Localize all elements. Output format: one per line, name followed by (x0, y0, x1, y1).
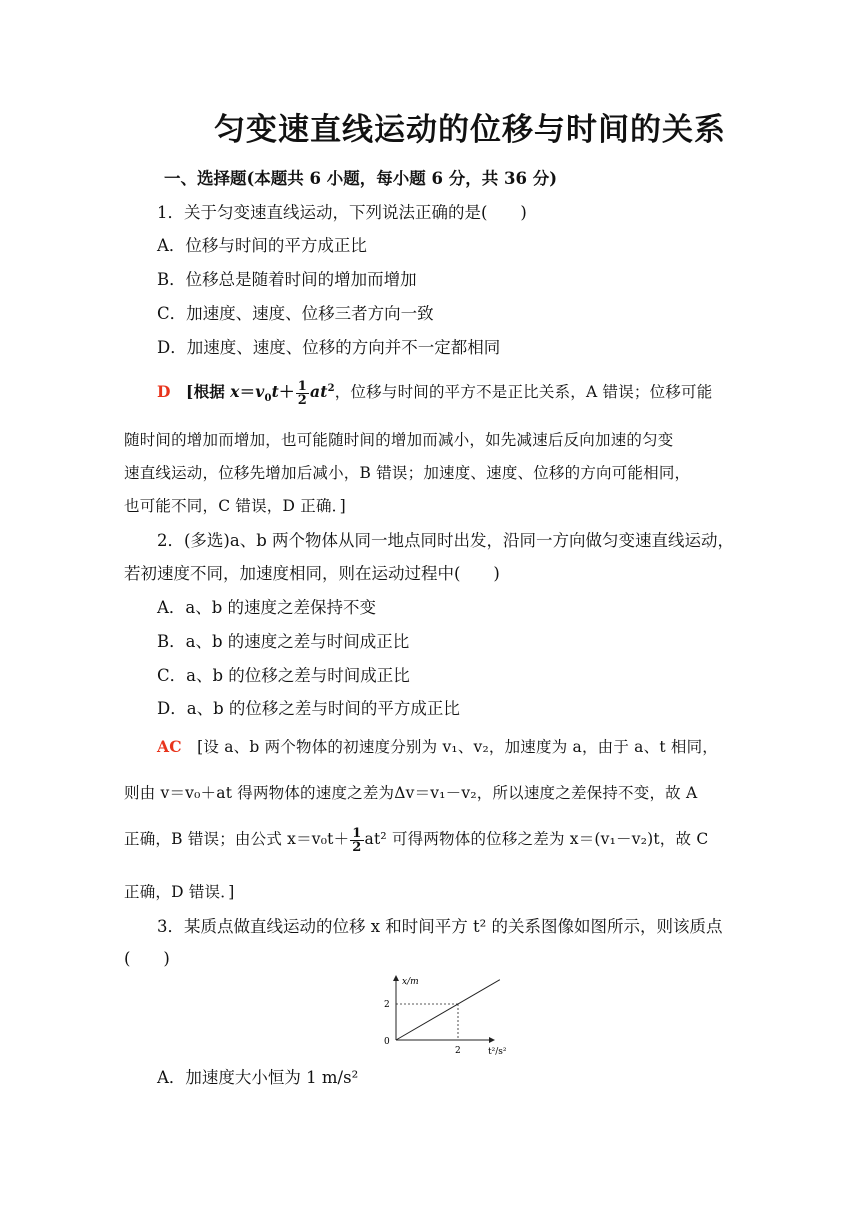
xt2-graph (372, 970, 522, 1060)
q1-option-c: C．加速度、速度、位移三者方向一致 (157, 304, 434, 323)
q1-answer: D (157, 382, 171, 402)
q1-stem: 1．关于匀变速直线运动，下列说法正确的是( ) (157, 203, 527, 222)
q2-option-c: C．a、b 的位移之差与时间成正比 (157, 666, 410, 685)
q1-exp-lead: [根据 (186, 382, 225, 402)
q2-option-b: B．a、b 的速度之差与时间成正比 (157, 632, 410, 651)
q2-explanation-line2: 则由 v＝v₀＋at 得两物体的速度之差为Δv＝v₁－v₂，所以速度之差保持不变，故 A (124, 784, 698, 802)
q1-option-b: B．位移总是随着时间的增加而增加 (157, 270, 417, 289)
q3-stem-line1: 3．某质点做直线运动的位移 x 和时间平方 t² 的关系图像如图所示，则该质点 (157, 917, 723, 936)
q2-exp-line1-text: [设 a、b 两个物体的初速度分别为 v₁、v₂，加速度为 a，由于 a、t 相同， (197, 738, 718, 756)
section-header: 一、选择题(本题共 6 小题，每小题 6 分，共 36 分) (164, 169, 558, 188)
tick-label-origin: 0 (384, 1037, 390, 1047)
q3-option-a: A．加速度大小恒为 1 m/s² (157, 1068, 359, 1087)
page-title: 匀变速直线运动的位移与时间的关系 (214, 112, 726, 148)
q1-explanation-line3: 速直线运动，位移先增加后减小，B 错误；加速度、速度、位移的方向可能相同， (124, 464, 691, 482)
q2-answer: AC (157, 737, 182, 756)
q2-fraction: $\frac{1}{2}$ (352, 825, 362, 855)
tick-label-y: 2 (384, 1000, 390, 1010)
q1-option-a: A．位移与时间的平方成正比 (157, 236, 367, 255)
q3-stem-line2: ( ) (124, 949, 170, 968)
q2-option-a: A．a、b 的速度之差保持不变 (157, 598, 377, 617)
q1-explanation-line4: 也可能不同，C 错误，D 正确．] (124, 497, 346, 515)
q1-exp-formula-tail: ，位移与时间的平方不是正比关系，A 错误；位移可能 (334, 383, 713, 402)
q2-exp-line3-lead: 正确，B 错误；由公式 x＝v₀t＋ (124, 830, 350, 848)
series-line (396, 980, 500, 1040)
q2-option-d: D．a、b 的位移之差与时间的平方成正比 (157, 699, 460, 718)
q2-exp-line3-tail: at² 可得两物体的位移之差为 x＝(v₁－v₂)t，故 C (364, 830, 709, 848)
y-axis-label: x/m (402, 977, 419, 987)
q1-option-d: D．加速度、速度、位移的方向并不一定都相同 (157, 338, 501, 357)
x-axis-label: t²/s² (488, 1047, 507, 1057)
q1-explanation-line2: 随时间的增加而增加，也可能随时间的增加而减小，如先减速后反向加速的匀变 (124, 431, 674, 449)
q2-explanation-line1 (157, 735, 718, 759)
q2-explanation-line4: 正确，D 错误．] (124, 883, 235, 901)
q1-formula: $x=v_0t+$ $\frac{1}{2}$ $at^2$ (230, 378, 335, 408)
q1-explanation-line1 (157, 374, 712, 414)
q2-stem-line1: 2．(多选)a、b 两个物体从同一地点同时出发，沿同一方向做匀变速直线运动， (157, 531, 735, 550)
q2-explanation-line3 (124, 823, 708, 855)
tick-label-x: 2 (455, 1046, 461, 1056)
q2-stem-line2: 若初速度不同，加速度相同，则在运动过程中( ) (124, 564, 500, 583)
